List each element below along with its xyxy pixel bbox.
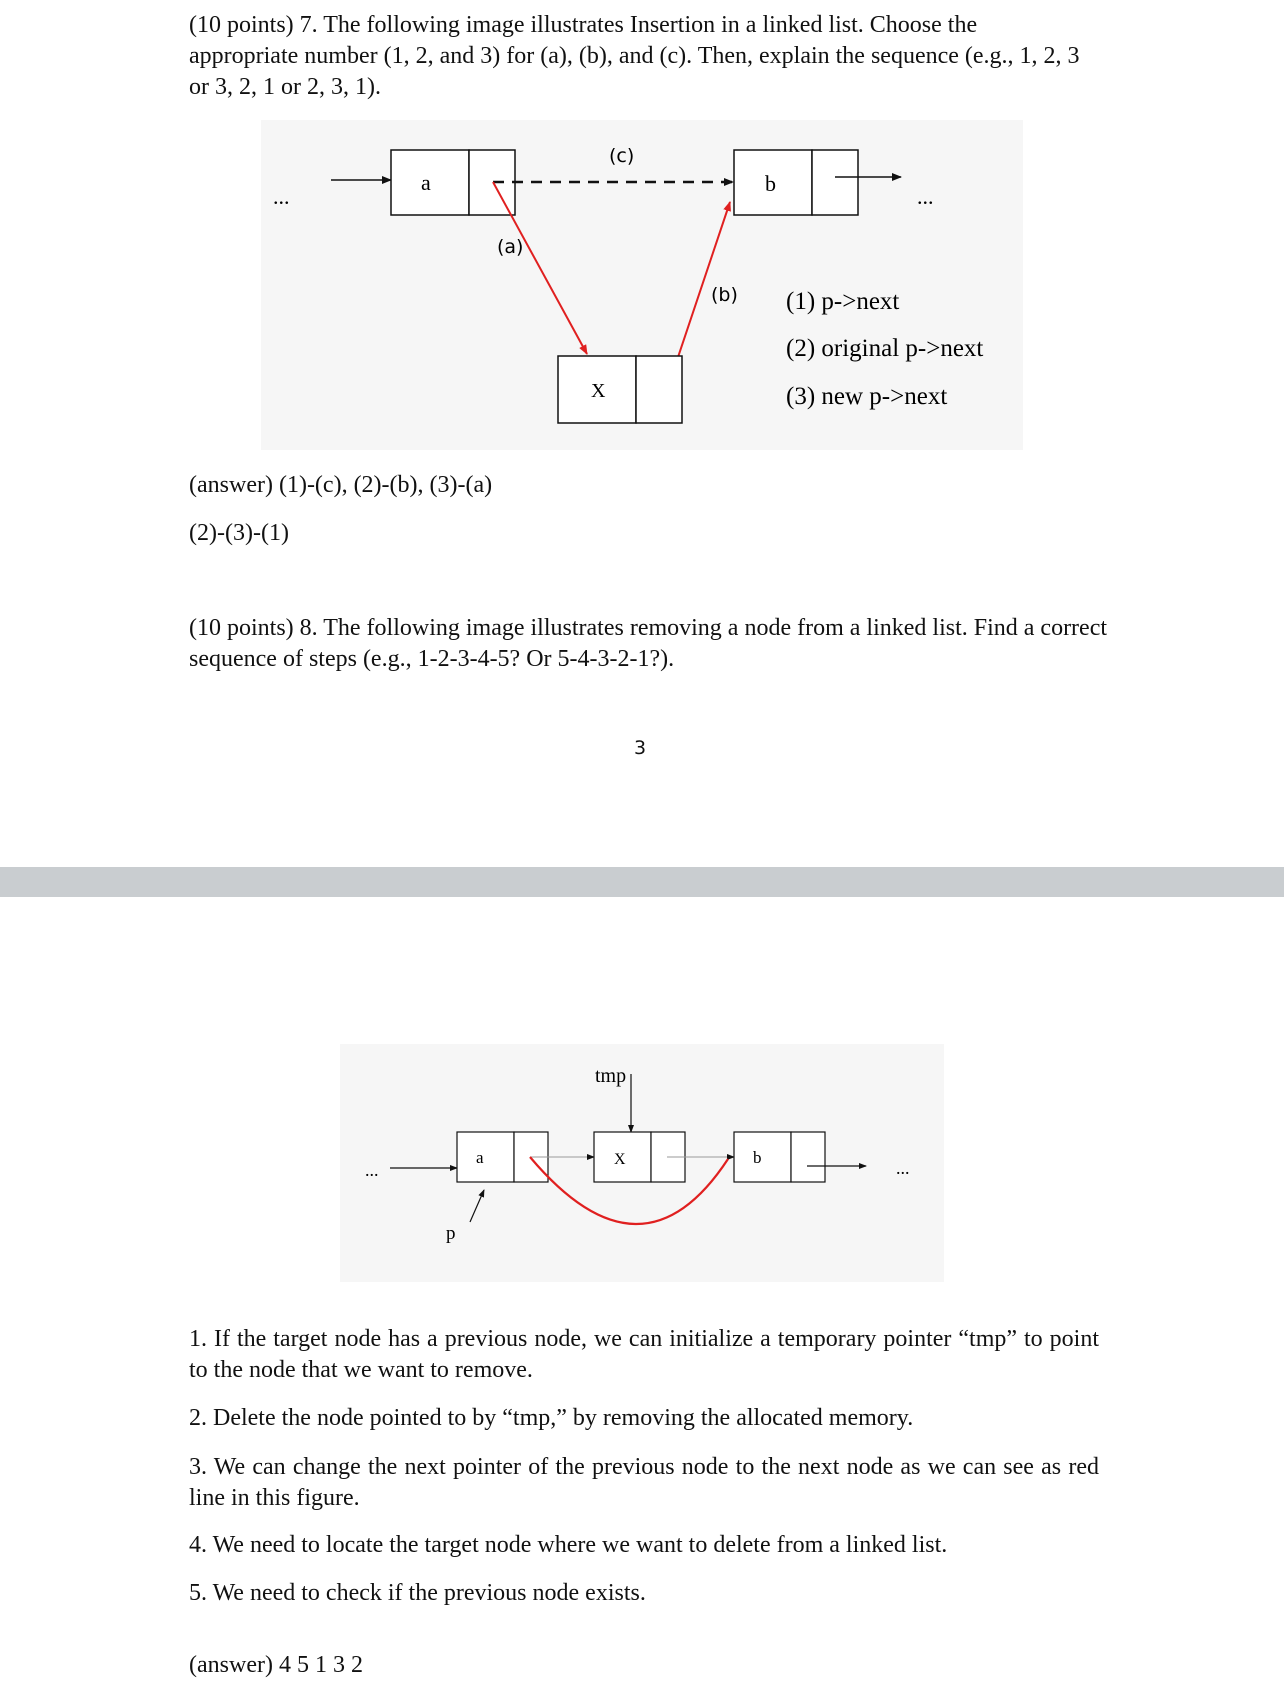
- node-x: [558, 356, 682, 423]
- node-b-label: b: [765, 171, 776, 196]
- tmp-label: tmp: [595, 1065, 627, 1087]
- page-divider: [0, 867, 1284, 897]
- step-3: 3. We can change the next pointer of the previous node to the next node as we can see as red line in this figure.: [189, 1454, 1099, 1511]
- label-a: (a): [497, 236, 524, 258]
- step-5: 5. We need to check if the previous node exists.: [189, 1580, 646, 1606]
- node-a-label: a: [421, 170, 431, 195]
- option-3: (3) new p->next: [786, 383, 948, 410]
- ellipsis-right: ...: [896, 1158, 910, 1178]
- question-8-prompt: (10 points) 8. The following image illustrates removing a node from a linked list. Find a correct sequence of steps (e.g., 1-2-3-4-5? Or 5-4-3-2-1?).: [189, 615, 1108, 672]
- question-7-prompt: (10 points) 7. The following image illustrates Insertion in a linked list. Choose the appropriate number (1, 2, and 3) for (a), (b), and (c). Then, explain the sequence (e.g., 1, 2, 3 or 3, 2, 1 or 2, 3, 1).: [189, 12, 1080, 100]
- question-7-sequence: (2)-(3)-(1): [189, 520, 289, 546]
- node-b: [734, 150, 858, 215]
- insertion-diagram: [261, 120, 1023, 450]
- step-2: 2. Delete the node pointed to by “tmp,” by removing the allocated memory.: [189, 1405, 914, 1431]
- ellipsis-left: ...: [365, 1160, 379, 1180]
- step-4: 4. We need to locate the target node where we want to delete from a linked list.: [189, 1532, 948, 1558]
- option-2: (2) original p->next: [786, 335, 984, 362]
- node-b: [734, 1132, 825, 1182]
- label-b: (b): [711, 284, 738, 306]
- node-x-label: X: [614, 1151, 626, 1168]
- label-c: (c): [609, 145, 635, 167]
- question-7-answer: (answer) (1)-(c), (2)-(b), (3)-(a): [189, 472, 493, 498]
- page-number: 3: [634, 737, 647, 759]
- node-a-label: a: [476, 1148, 484, 1167]
- node-b-label: b: [753, 1148, 762, 1167]
- ellipsis-right: ...: [917, 184, 934, 209]
- p-label: p: [446, 1223, 456, 1244]
- node-x-label: X: [591, 380, 606, 402]
- ellipsis-left: ...: [273, 184, 290, 209]
- option-1: (1) p->next: [786, 288, 900, 315]
- question-8-answer: (answer) 4 5 1 3 2: [189, 1652, 363, 1678]
- removal-diagram: [340, 1044, 944, 1282]
- step-1: 1. If the target node has a previous node, we can initialize a temporary pointer “tmp” to point to the node that we want to remove.: [189, 1326, 1099, 1383]
